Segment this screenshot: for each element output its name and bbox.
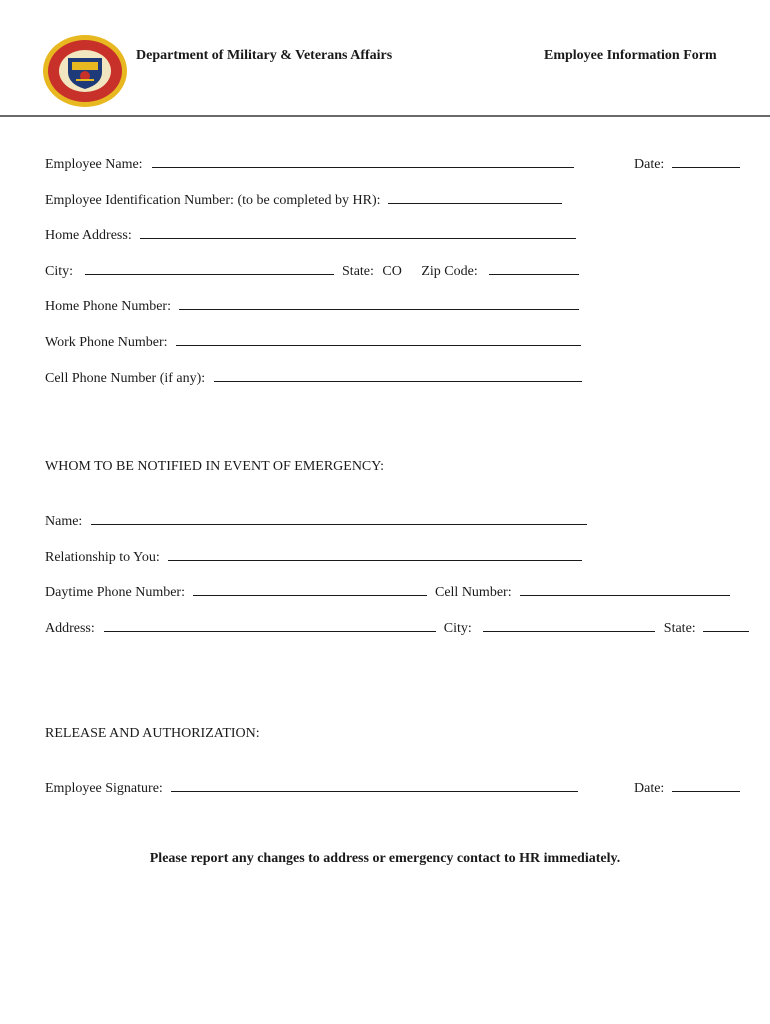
- emergency-cell-field[interactable]: [520, 583, 730, 596]
- emergency-address-field[interactable]: [104, 619, 436, 632]
- cell-phone-row: [45, 369, 582, 387]
- emergency-name-field[interactable]: [91, 512, 587, 525]
- work-phone-row: [45, 333, 581, 351]
- state-label: State:: [342, 264, 374, 279]
- relationship-row: [45, 548, 582, 566]
- home-phone-label: Home Phone Number:: [45, 299, 171, 314]
- emergency-heading: WHOM TO BE NOTIFIED IN EVENT OF EMERGENCY:: [45, 459, 384, 474]
- daytime-phone-label: Daytime Phone Number:: [45, 585, 185, 600]
- form-title: Employee Information Form: [544, 48, 717, 63]
- signature-date-field[interactable]: [672, 779, 740, 792]
- signature-field[interactable]: [171, 779, 578, 792]
- signature-date-label: Date:: [634, 781, 665, 796]
- home-address-row: [45, 226, 576, 244]
- home-phone-field[interactable]: [179, 297, 579, 310]
- city-label: City:: [45, 264, 74, 279]
- signature-row: [45, 779, 578, 797]
- emergency-city-field[interactable]: [483, 619, 655, 632]
- work-phone-field[interactable]: [176, 333, 581, 346]
- signature-date-row: [634, 779, 740, 797]
- emergency-name-label: Name:: [45, 514, 83, 529]
- home-address-label: Home Address:: [45, 228, 132, 243]
- home-phone-row: [45, 297, 579, 315]
- emergency-state-label: State:: [663, 621, 696, 636]
- department-name: Department of Military & Veterans Affairs: [136, 48, 393, 63]
- relationship-label: Relationship to You:: [45, 550, 160, 565]
- emergency-address-label: Address:: [45, 621, 95, 636]
- date-field[interactable]: [672, 155, 740, 168]
- emergency-phone-row: [45, 583, 730, 601]
- emergency-state-field[interactable]: [703, 619, 749, 632]
- signature-label: Employee Signature:: [45, 781, 163, 796]
- header-divider: [0, 115, 770, 117]
- work-phone-label: Work Phone Number:: [45, 335, 168, 350]
- daytime-phone-field[interactable]: [193, 583, 427, 596]
- release-heading: RELEASE AND AUTHORIZATION:: [45, 726, 260, 741]
- footer-notice: Please report any changes to address or emergency contact to HR immediately.: [149, 851, 621, 866]
- emergency-name-row: [45, 512, 587, 530]
- cell-phone-label: Cell Phone Number (if any):: [45, 371, 206, 386]
- emergency-cell-label: Cell Number:: [434, 585, 512, 600]
- employee-id-label: Employee Identification Number: (to be completed by HR):: [45, 193, 381, 208]
- home-address-field[interactable]: [140, 226, 576, 239]
- zip-label: Zip Code:: [421, 264, 478, 279]
- employee-id-row: [45, 191, 562, 209]
- emergency-address-row: [45, 619, 749, 637]
- employee-name-label: Employee Name:: [45, 157, 143, 172]
- date-label: Date:: [634, 157, 665, 172]
- employee-id-field[interactable]: [388, 191, 562, 204]
- state-value: CO: [382, 264, 402, 279]
- department-seal-logo: [42, 34, 128, 108]
- city-state-zip-row: [45, 262, 579, 280]
- employee-name-row: [45, 155, 574, 173]
- emergency-city-label: City:: [443, 621, 472, 636]
- date-row: [634, 155, 740, 173]
- city-field[interactable]: [85, 262, 334, 275]
- cell-phone-field[interactable]: [214, 369, 582, 382]
- zip-field[interactable]: [489, 262, 579, 275]
- relationship-field[interactable]: [168, 548, 582, 561]
- employee-name-field[interactable]: [152, 155, 574, 168]
